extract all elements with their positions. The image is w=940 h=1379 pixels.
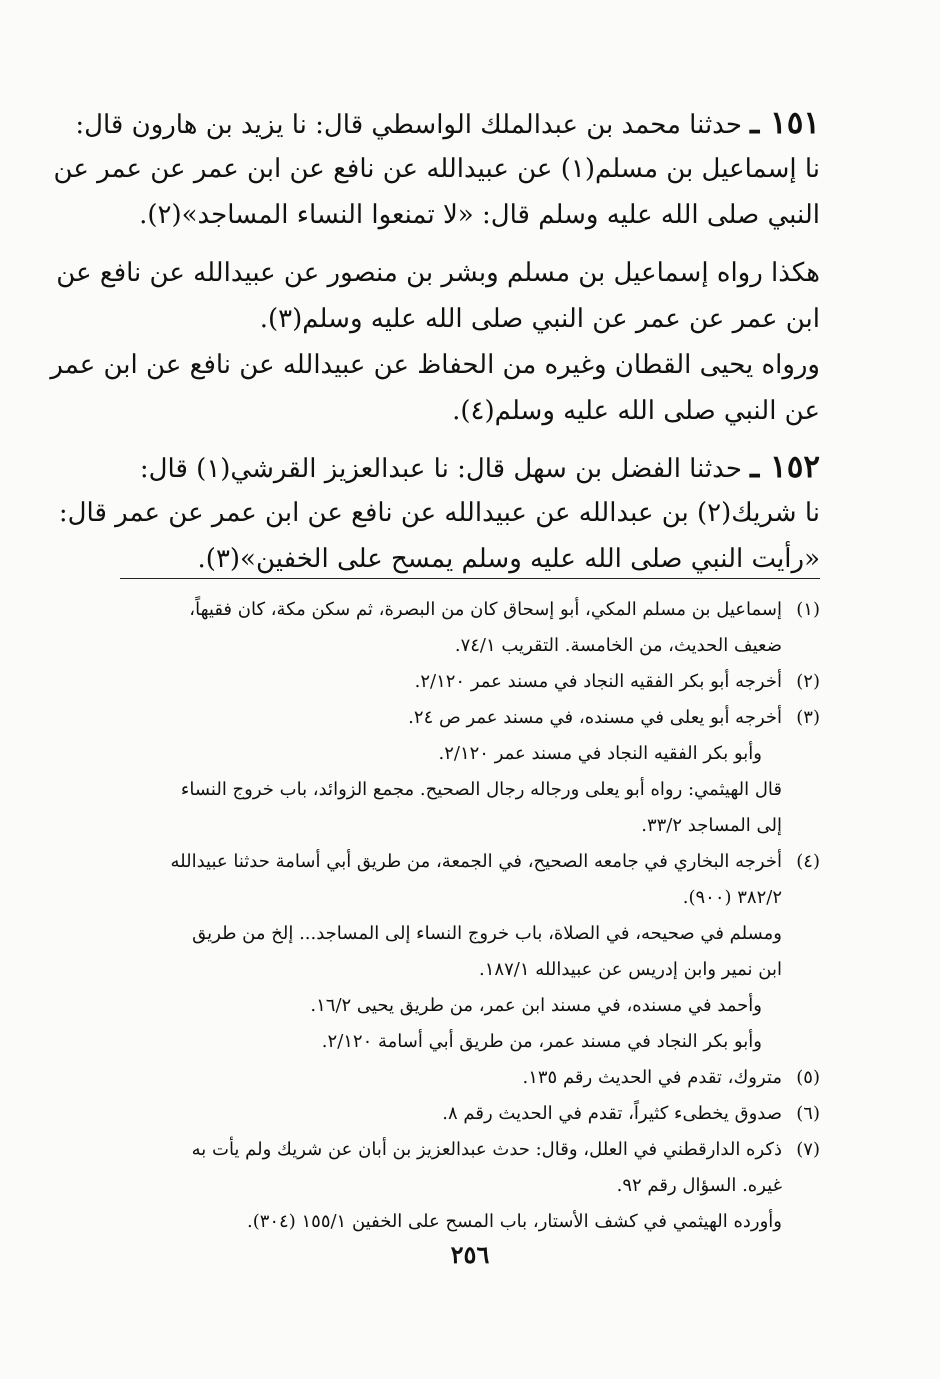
footnote-body bbox=[120, 1132, 782, 1240]
footnote-line: أخرجه البخاري في جامعه الصحيح، في الجمعة، من طريق أبي أسامة حدثنا عبيدالله bbox=[170, 851, 782, 872]
paragraph-line: ورواه يحيى القطان وغيره من الحفاظ عن عبيدالله عن نافع عن ابن عمر bbox=[50, 350, 820, 380]
footnote-line: ابن نمير وابن إدريس عن عبيدالله ١٨٧/١. bbox=[479, 959, 782, 980]
footnote-body bbox=[120, 592, 782, 664]
footnote-body bbox=[120, 844, 782, 1060]
hadith-line bbox=[75, 100, 820, 146]
hadith-line: نا شريك(٢) بن عبدالله عن عبيدالله عن نافع عن ابن عمر عن عمر قال: bbox=[58, 498, 820, 528]
footnote-line: ضعيف الحديث، من الخامسة. التقريب ٧٤/١. bbox=[454, 635, 782, 656]
footnote bbox=[120, 664, 820, 700]
footnote-line: ومسلم في صحيحه، في الصلاة، باب خروج النساء إلى المساجد... إلخ من طريق bbox=[192, 923, 782, 944]
footnote-mark: (٢) bbox=[796, 671, 820, 692]
footnote bbox=[120, 844, 820, 1060]
footnotes bbox=[120, 592, 820, 1240]
footnote bbox=[120, 592, 820, 664]
footnote-body bbox=[120, 664, 782, 700]
paragraph-line: عن النبي صلى الله عليه وسلم(٤). bbox=[452, 396, 820, 426]
paragraph-line: هكذا رواه إسماعيل بن مسلم وبشر بن منصور عن عبيدالله عن نافع عن bbox=[56, 258, 820, 288]
footnote-line: وأحمد في مسنده، في مسند ابن عمر، من طريق يحيى ١٦/٢. bbox=[310, 995, 762, 1016]
hadith-line bbox=[118, 444, 820, 490]
page-number: ٢٥٦ bbox=[450, 1240, 490, 1269]
footnote-body bbox=[120, 1096, 782, 1132]
footnote-line: وأورده الهيثمي في كشف الأستار، باب المسح على الخفين ١٥٥/١ (٣٠٤). bbox=[246, 1211, 782, 1232]
footnote-mark: (٤) bbox=[796, 851, 820, 872]
main-text bbox=[50, 100, 820, 594]
commentary-paragraph bbox=[56, 250, 820, 342]
hadith-152 bbox=[58, 444, 820, 582]
hadith-line: «رأيت النبي صلى الله عليه وسلم يمسح على الخفين»(٣). bbox=[197, 544, 820, 574]
footnote-line: متروك، تقدم في الحديث رقم ١٣٥. bbox=[522, 1067, 782, 1088]
hadith-number: ١٥٢ ـ bbox=[750, 449, 820, 485]
footnote-line: ٣٨٢/٢ (٩٠٠). bbox=[682, 887, 782, 908]
footnote-mark: (١) bbox=[796, 599, 820, 620]
footnote-body bbox=[120, 700, 782, 844]
footnote-mark: (٣) bbox=[796, 707, 820, 728]
hadith-text: حدثنا محمد بن عبدالملك الواسطي قال: نا يزيد بن هارون قال: bbox=[75, 110, 742, 140]
hadith-number: ١٥١ ـ bbox=[750, 105, 820, 141]
footnote-line: إسماعيل بن مسلم المكي، أبو إسحاق كان من البصرة، ثم سكن مكة، كان فقيهاً، bbox=[189, 599, 782, 620]
footnote-line: إلى المساجد ٣٣/٢. bbox=[641, 815, 782, 836]
footnote-line: أخرجه أبو يعلى في مسنده، في مسند عمر ص ٢٤. bbox=[408, 707, 782, 728]
hadith-line: النبي صلى الله عليه وسلم قال: «لا تمنعوا النساء المساجد»(٢). bbox=[139, 200, 820, 230]
footnote-body bbox=[120, 1060, 782, 1096]
hadith-text: حدثنا الفضل بن سهل قال: نا عبدالعزيز القرشي(١) قال: bbox=[139, 454, 742, 484]
footnote-line: وأبو بكر الفقيه النجاد في مسند عمر ٢/١٢٠. bbox=[438, 743, 762, 764]
hadith-151 bbox=[53, 100, 820, 238]
footnote bbox=[120, 1096, 820, 1132]
footnote-separator bbox=[120, 578, 820, 579]
footnote-mark: (٧) bbox=[796, 1139, 820, 1160]
commentary-paragraph bbox=[50, 342, 820, 434]
footnote-line: غيره. السؤال رقم ٩٢. bbox=[616, 1175, 782, 1196]
footnote-line: أخرجه أبو بكر الفقيه النجاد في مسند عمر ٢/١٢٠. bbox=[414, 671, 782, 692]
footnote bbox=[120, 700, 820, 844]
hadith-line: نا إسماعيل بن مسلم(١) عن عبيدالله عن نافع عن ابن عمر عن عمر عن bbox=[53, 154, 820, 184]
footnote-line: صدوق يخطىء كثيراً، تقدم في الحديث رقم ٨. bbox=[442, 1103, 782, 1124]
footnote-mark: (٥) bbox=[796, 1067, 820, 1088]
footnote-line: وأبو بكر النجاد في مسند عمر، من طريق أبي أسامة ٢/١٢٠. bbox=[321, 1031, 762, 1052]
footnote bbox=[120, 1132, 820, 1240]
footnote-mark: (٦) bbox=[796, 1103, 820, 1124]
paragraph-line: ابن عمر عن عمر عن النبي صلى الله عليه وسلم(٣). bbox=[259, 304, 820, 334]
footnote bbox=[120, 1060, 820, 1096]
footnote-line: ذكره الدارقطني في العلل، وقال: حدث عبدالعزيز بن أبان عن شريك ولم يأت به bbox=[191, 1139, 782, 1160]
footnote-line: قال الهيثمي: رواه أبو يعلى ورجاله رجال الصحيح. مجمع الزوائد، باب خروج النساء bbox=[180, 779, 782, 800]
